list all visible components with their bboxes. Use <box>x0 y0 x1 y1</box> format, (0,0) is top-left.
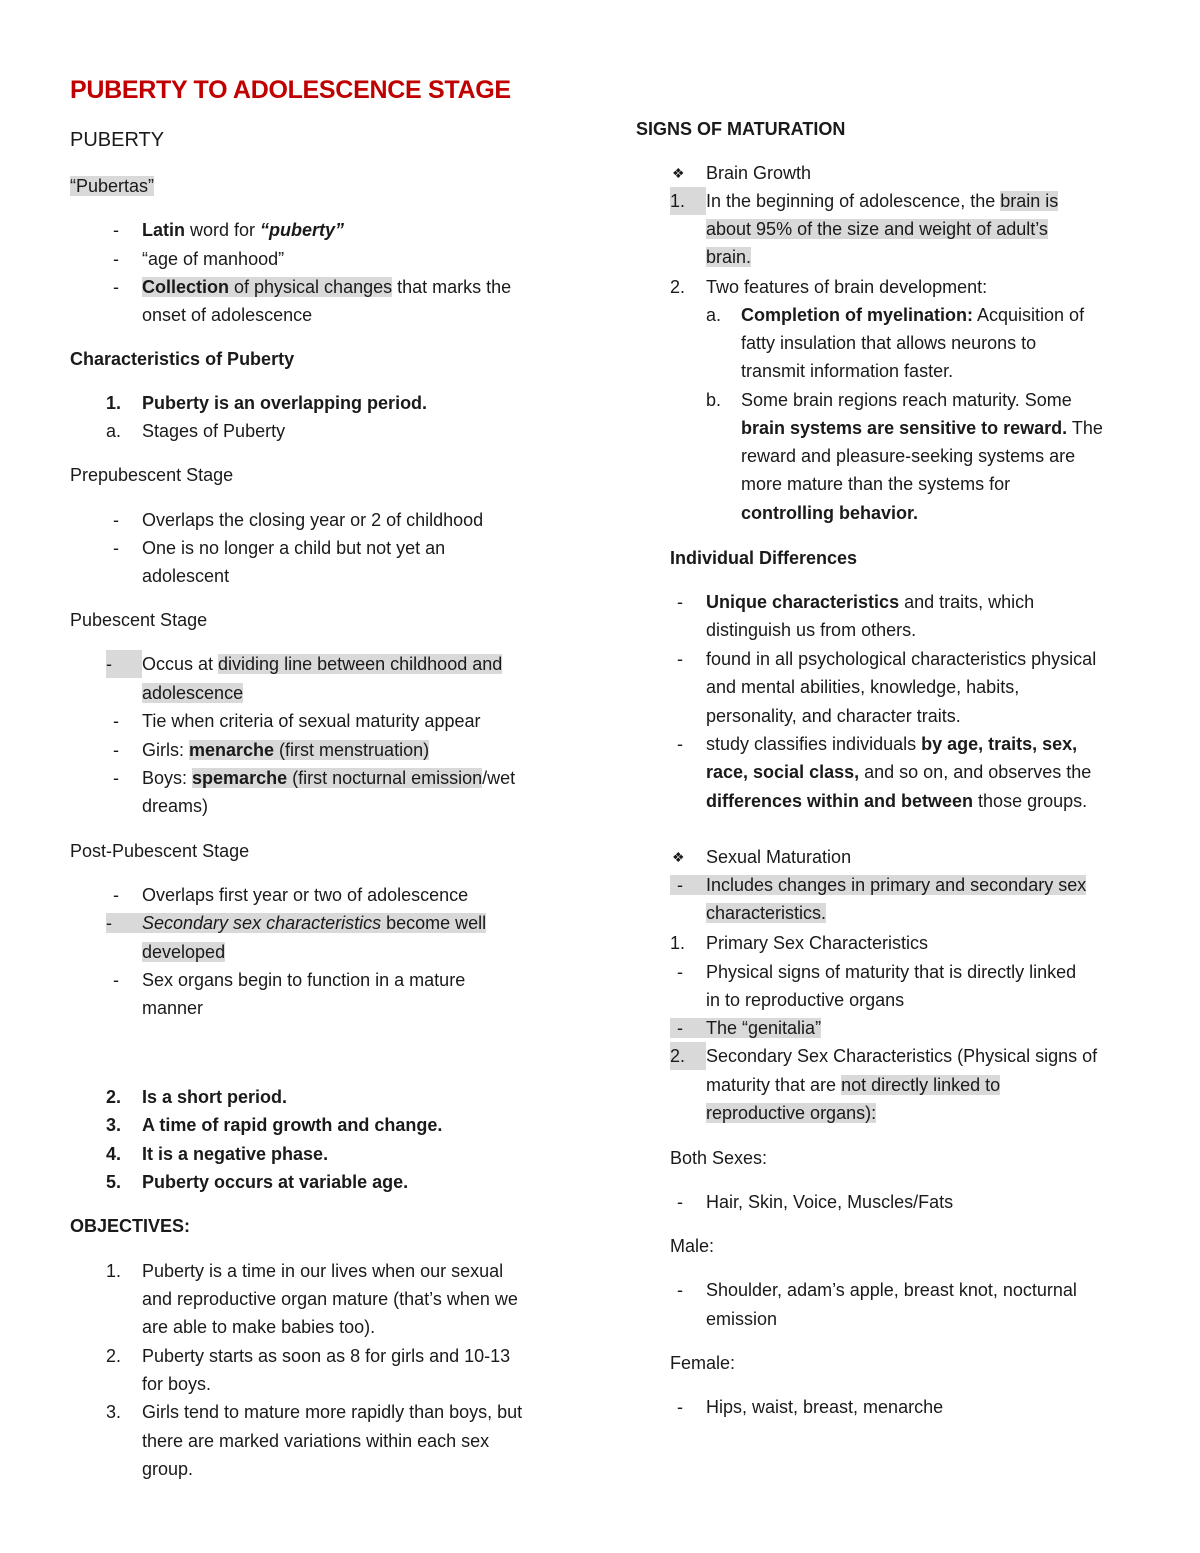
char-item-1a: Stages of Puberty <box>142 421 286 441</box>
bullet-dash: - <box>113 220 119 240</box>
bullet-dash: - <box>677 1018 683 1038</box>
list-item-cont <box>706 1071 1000 1099</box>
number-marker: 2. <box>670 1042 706 1070</box>
list-item <box>142 273 511 301</box>
brain-growth-label: Brain Growth <box>706 163 812 183</box>
spemarche-desc: (first nocturnal emission <box>287 768 483 788</box>
not-linked-text: not directly linked to <box>841 1075 1001 1095</box>
male-heading: Male: <box>670 1236 715 1256</box>
differences-text: differences within and between <box>706 791 974 811</box>
objectives-heading: OBJECTIVES: <box>70 1216 191 1236</box>
list-item-cont <box>706 243 751 271</box>
list-item <box>741 301 1084 329</box>
list-item-cont <box>142 679 243 707</box>
char-item: Puberty occurs at variable age. <box>142 1172 409 1192</box>
pubescent-heading: Pubescent Stage <box>70 610 208 630</box>
latin-word: Latin <box>142 220 185 240</box>
objective-line: there are marked variations within each sex <box>142 1431 490 1451</box>
brain-is-text: brain is <box>1000 191 1059 211</box>
letter-marker: a. <box>706 305 722 325</box>
primary-sex-label: Primary Sex Characteristics <box>706 933 929 953</box>
menarche-desc: (first menstruation) <box>274 740 430 760</box>
pubertas-term <box>70 172 154 200</box>
bullet-dash: - <box>106 913 112 933</box>
list-item <box>670 187 1058 215</box>
list-item: Some brain regions reach maturity. Some <box>741 390 1072 410</box>
list-item: Physical signs of maturity that is directly linked <box>706 962 1077 982</box>
list-item <box>706 588 1034 616</box>
list-item <box>670 1014 821 1042</box>
list-item: Two features of brain development: <box>706 277 988 297</box>
char-item-1: Puberty is an overlapping period. <box>142 393 428 413</box>
menarche-text: menarche <box>189 740 275 760</box>
collection-text: Collection <box>142 277 230 297</box>
list-item <box>142 736 429 764</box>
number-marker: 1. <box>670 187 706 215</box>
char-item: Is a short period. <box>142 1087 288 1107</box>
groups-text: those groups. <box>973 791 1088 811</box>
both-sexes-heading: Both Sexes: <box>670 1148 768 1168</box>
number-marker: 1. <box>106 393 122 413</box>
char-item: It is a negative phase. <box>142 1144 329 1164</box>
list-item-cont: manner <box>142 998 204 1018</box>
list-item-cont: fatty insulation that allows neurons to <box>741 333 1037 353</box>
list-item-cont <box>706 1099 876 1127</box>
occus-text: Occus at <box>142 654 219 674</box>
list-item <box>142 764 515 792</box>
list-item-cont: adolescent <box>142 566 230 586</box>
brain-size-text: about 95% of the size and weight of adult’s <box>706 219 1048 239</box>
list-item-cont <box>706 899 826 927</box>
list-item <box>142 216 344 244</box>
wet-text: /wet <box>482 768 516 788</box>
bullet-dash: - <box>677 875 683 895</box>
list-item-cont: dreams) <box>142 796 209 816</box>
objective-line: Puberty is a time in our lives when our sexual <box>142 1261 504 1281</box>
list-item <box>670 871 1086 899</box>
list-item: Hair, Skin, Voice, Muscles/Fats <box>706 1192 954 1212</box>
list-item: Hips, waist, breast, menarche <box>706 1397 944 1417</box>
race-text: race, social class, <box>706 762 860 782</box>
list-item <box>706 730 1077 758</box>
bullet-dash: - <box>113 538 119 558</box>
list-item: Tie when criteria of sexual maturity appear <box>142 711 481 731</box>
page-title: PUBERTY TO ADOLESCENCE STAGE <box>70 76 511 104</box>
list-item-cont: and mental abilities, knowledge, habits, <box>706 677 1020 697</box>
genitalia-text: The “genitalia” <box>706 1018 822 1038</box>
bullet-dash: - <box>677 1192 683 1212</box>
list-item: found in all psychological characteristics physical <box>706 649 1097 669</box>
sexual-maturation-label: Sexual Maturation <box>706 847 852 867</box>
objective-line: and reproductive organ mature (that’s when we <box>142 1289 518 1309</box>
number-marker: 3. <box>106 1402 122 1422</box>
adolescence-text: adolescence <box>142 683 244 703</box>
traits-text: and traits, which <box>899 592 1035 612</box>
acquisition-text: Acquisition of <box>973 305 1085 325</box>
list-item: One is no longer a child but not yet an <box>142 538 446 558</box>
bullet-dash: - <box>113 970 119 990</box>
list-item <box>670 1042 1097 1070</box>
girls-label: Girls: <box>142 740 189 760</box>
list-item <box>106 650 502 678</box>
characteristics-heading: Characteristics of Puberty <box>70 349 295 369</box>
bullet-dash: - <box>113 740 119 760</box>
number-marker: 1. <box>670 933 686 953</box>
objective-line: group. <box>142 1459 194 1479</box>
list-item-cont: reward and pleasure-seeking systems are <box>741 446 1076 466</box>
study-text: study classifies individuals <box>706 734 922 754</box>
number-marker: 5. <box>106 1172 122 1192</box>
number-marker: 3. <box>106 1115 122 1135</box>
observes-text: and so on, and observes the <box>859 762 1092 782</box>
female-heading: Female: <box>670 1353 736 1373</box>
puberty-heading: PUBERTY <box>70 129 165 151</box>
list-item: Shoulder, adam’s apple, breast knot, nocturnal <box>706 1280 1077 1300</box>
bullet-dash: - <box>677 1280 683 1300</box>
unique-text: Unique characteristics <box>706 592 900 612</box>
bullet-dash: - <box>113 768 119 788</box>
list-item-cont: more mature than the systems for <box>741 474 1011 494</box>
list-item-cont: emission <box>706 1309 778 1329</box>
prepubescent-heading: Prepubescent Stage <box>70 465 234 485</box>
reward-rest: The <box>1067 418 1103 438</box>
maturity-text: maturity that are <box>706 1075 842 1095</box>
signs-heading: SIGNS OF MATURATION <box>636 119 846 139</box>
puberty-quote: “puberty” <box>260 220 345 240</box>
bullet-dash: - <box>113 510 119 530</box>
dividing-line-text: dividing line between childhood and <box>218 654 503 674</box>
individual-differences-heading: Individual Differences <box>670 548 858 568</box>
brain-end-text: brain. <box>706 247 752 267</box>
list-item-cont: personality, and character traits. <box>706 706 961 726</box>
secondary-sex-text: Secondary sex characteristics <box>142 913 382 933</box>
list-item-cont: transmit information faster. <box>741 361 954 381</box>
spemarche-text: spemarche <box>192 768 288 788</box>
list-item: Overlaps the closing year or 2 of childhood <box>142 510 484 530</box>
number-marker: 2. <box>670 277 686 297</box>
objective-line: for boys. <box>142 1374 212 1394</box>
bullet-dash: - <box>677 962 683 982</box>
includes-text: Includes changes in primary and secondary sex <box>706 875 1087 895</box>
post-pubescent-heading: Post-Pubescent Stage <box>70 841 250 861</box>
bullet-dash: - <box>677 734 683 754</box>
diamond-bullet-icon: ❖ <box>672 165 685 181</box>
bullet-dash: - <box>113 885 119 905</box>
by-age-text: by age, traits, sex, <box>921 734 1078 754</box>
reward-bold: brain systems are sensitive to reward. <box>741 418 1068 438</box>
list-item-cont <box>741 414 1103 442</box>
bullet-dash: - <box>677 649 683 669</box>
bullet-dash: - <box>677 592 683 612</box>
diamond-bullet-icon: ❖ <box>672 849 685 865</box>
list-item-cont: controlling behavior. <box>741 503 919 523</box>
objective-line: Girls tend to mature more rapidly than boys, but <box>142 1402 523 1422</box>
bullet-dash: - <box>113 249 119 269</box>
list-item-cont <box>706 758 1091 786</box>
become-well-text: become well <box>381 913 487 933</box>
list-item-cont <box>706 787 1087 815</box>
list-item-cont: onset of adolescence <box>142 305 313 325</box>
list-item <box>106 909 486 937</box>
list-item-cont: in to reproductive organs <box>706 990 905 1010</box>
characteristics-text: characteristics. <box>706 903 827 923</box>
letter-marker: a. <box>106 421 122 441</box>
number-marker: 2. <box>106 1346 122 1366</box>
marks-text: that marks the <box>392 277 512 297</box>
list-item-cont <box>706 215 1048 243</box>
char-item: A time of rapid growth and change. <box>142 1115 443 1135</box>
bullet-dash: - <box>113 277 119 297</box>
brain-text: In the beginning of adolescence, the <box>706 191 1001 211</box>
letter-marker: b. <box>706 390 722 410</box>
objective-line: Puberty starts as soon as 8 for girls and 10-13 <box>142 1346 511 1366</box>
list-item-cont: distinguish us from others. <box>706 620 917 640</box>
bullet-dash: - <box>113 711 119 731</box>
number-marker: 4. <box>106 1144 122 1164</box>
myelination-text: Completion of myelination: <box>741 305 973 325</box>
physical-changes-text: of physical changes <box>229 277 393 297</box>
pubertas-text: “Pubertas” <box>70 176 155 196</box>
developed-text: developed <box>142 942 226 962</box>
number-marker: 2. <box>106 1087 122 1107</box>
list-item: Overlaps first year or two of adolescence <box>142 885 469 905</box>
number-marker: 1. <box>106 1261 122 1281</box>
list-item: “age of manhood” <box>142 249 285 269</box>
boys-label: Boys: <box>142 768 193 788</box>
bullet-dash: - <box>677 1397 683 1417</box>
objective-line: are able to make babies too). <box>142 1317 376 1337</box>
reproductive-text: reproductive organs): <box>706 1103 877 1123</box>
list-item: Sex organs begin to function in a mature <box>142 970 466 990</box>
bullet-dash: - <box>106 650 142 678</box>
list-item-cont <box>142 938 225 966</box>
secondary-sex-label: Secondary Sex Characteristics (Physical signs of <box>706 1046 1098 1066</box>
word-for: word for <box>185 220 261 240</box>
